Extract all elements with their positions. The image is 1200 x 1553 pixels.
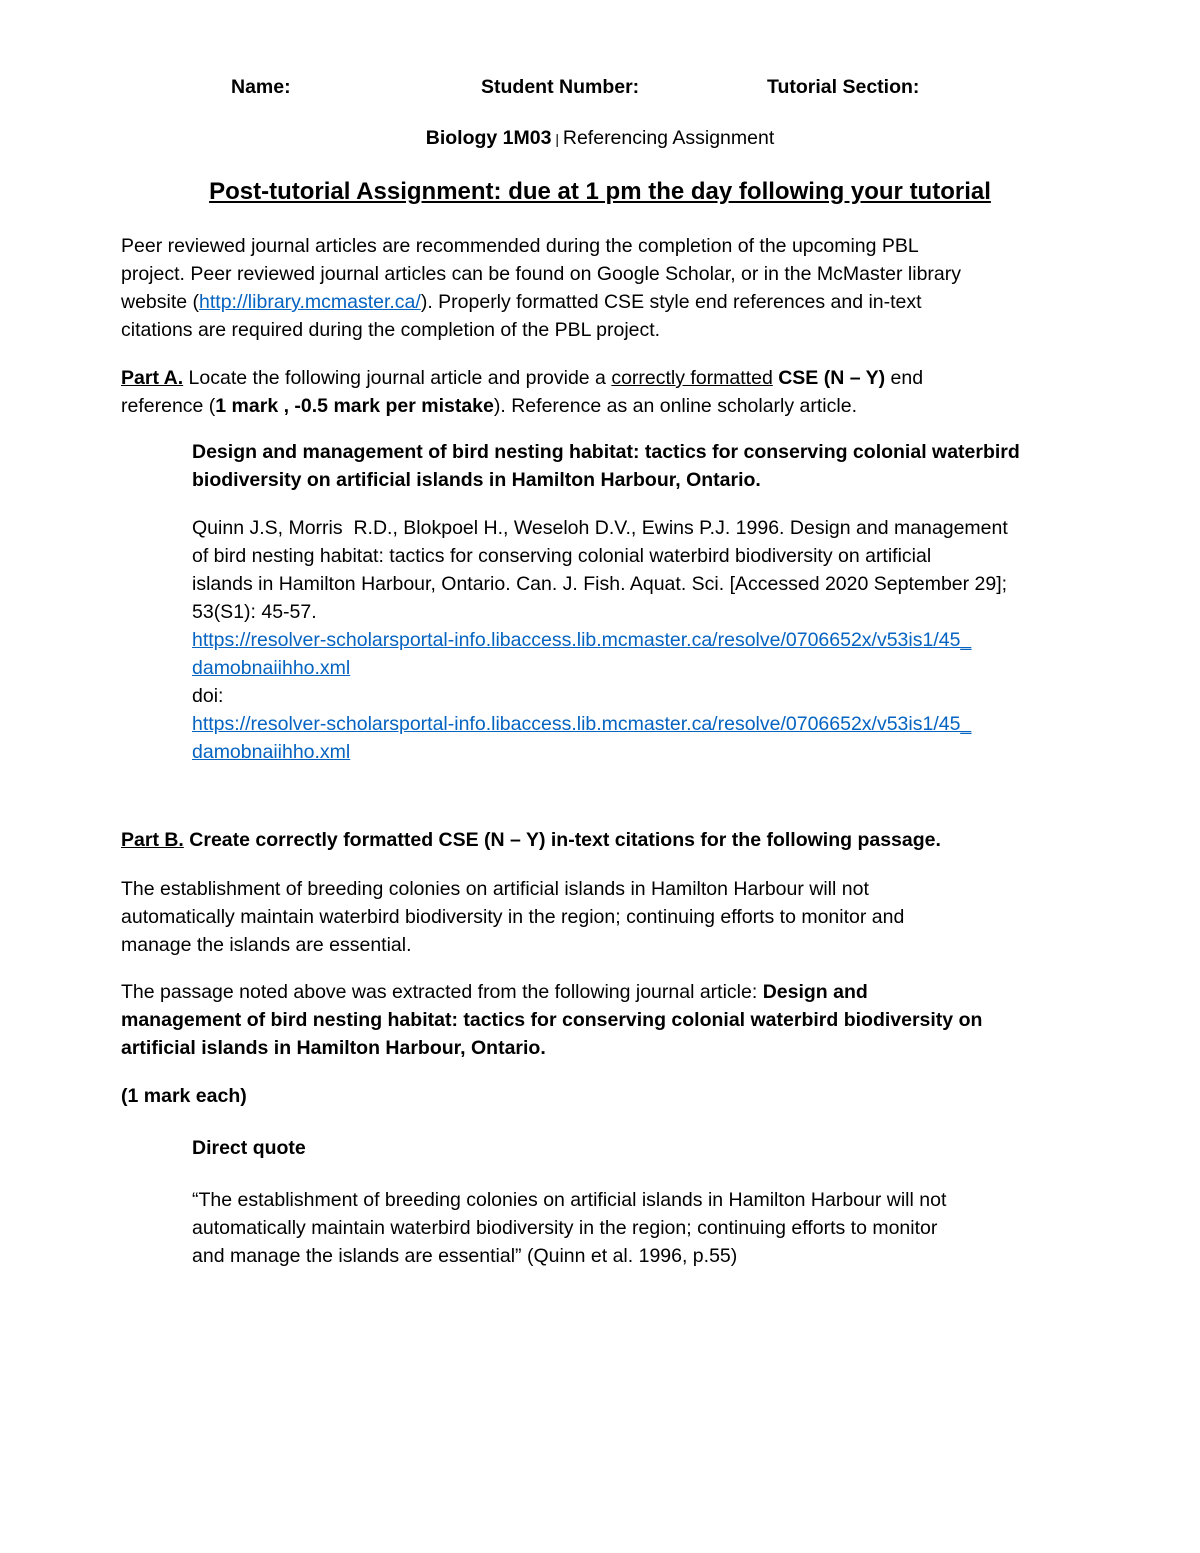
source-title: Design and (762, 981, 868, 1003)
doi-label: doi: (192, 685, 224, 707)
quote-line: automatically maintain waterbird biodiversity in the region; continuing efforts to monitor (192, 1217, 938, 1239)
source-title-line: management of bird nesting habitat: tactics for conserving colonial waterbird biodiversity on (121, 1009, 983, 1031)
course-code: Biology 1M03 (425, 127, 552, 149)
part-a-text: end (885, 367, 924, 389)
part-a-instruction (121, 364, 1081, 420)
passage-line: The establishment of breeding colonies on artificial islands in Hamilton Harbour will not (121, 878, 869, 900)
part-a-text: Locate the following journal article and provide a (183, 367, 612, 389)
part-b-label: Part B. (121, 829, 184, 851)
tutorial-section-label: Tutorial Section: (767, 76, 920, 98)
reference-url-link[interactable]: https://resolver-scholarsportal-info.libaccess.lib.mcmaster.ca/resolve/0706652x/v53is1/45_ (192, 629, 972, 651)
part-a-line (121, 364, 1081, 392)
reference-line: Quinn J.S, Morris R.D., Blokpoel H., Weseloh D.V., Ewins P.J. 1996. Design and management (192, 517, 1008, 539)
reference-answer (192, 514, 1092, 766)
library-link[interactable]: http://library.mcmaster.ca/ (199, 291, 421, 313)
student-number-label: Student Number: (481, 76, 640, 98)
doi-link[interactable]: https://resolver-scholarsportal-info.libaccess.lib.mcmaster.ca/resolve/0706652x/v53is1/45_ (192, 713, 972, 735)
intro-text: website ( (121, 291, 200, 313)
reference-url-link[interactable]: damobnaiihho.xml (192, 657, 351, 679)
part-b-line (121, 826, 1081, 854)
course-line (0, 124, 1200, 153)
part-a-text: reference ( (121, 395, 216, 417)
part-a-emphasis: correctly formatted (611, 367, 773, 389)
source-paragraph (121, 978, 1081, 1062)
assignment-name: Referencing Assignment (562, 127, 775, 149)
intro-line: Peer reviewed journal articles are recommended during the completion of the upcoming PBL (121, 235, 919, 257)
passage-line: manage the islands are essential. (121, 934, 412, 956)
marks-note: (1 mark each) (121, 1085, 247, 1107)
source-text: The passage noted above was extracted from the following journal article: (121, 981, 763, 1003)
intro-line: citations are required during the completion of the PBL project. (121, 319, 661, 341)
part-a-line (121, 392, 1081, 420)
intro-text: ). Properly formatted CSE style end references and in-text (420, 291, 922, 313)
reference-line: islands in Hamilton Harbour, Ontario. Can. J. Fish. Aquat. Sci. [Accessed 2020 September 29]; (192, 573, 1008, 595)
intro-line: project. Peer reviewed journal articles can be found on Google Scholar, or in the McMaster library (121, 263, 962, 285)
part-a-text: ). Reference as an online scholarly article. (493, 395, 857, 417)
intro-paragraph (121, 232, 1081, 344)
part-a-marks: 1 mark , -0.5 mark per mistake (215, 395, 494, 417)
passage-paragraph (121, 875, 1081, 959)
reference-line: 53(S1): 45-57. (192, 601, 317, 623)
article-title-line: biodiversity on artificial islands in Hamilton Harbour, Ontario. (192, 469, 761, 491)
source-line (121, 978, 1081, 1006)
quote-line: “The establishment of breeding colonies on artificial islands in Hamilton Harbour will not (192, 1189, 947, 1211)
course-separator: | (551, 131, 563, 147)
name-label: Name: (231, 76, 291, 98)
part-a-style: CSE (N – Y) (772, 367, 886, 389)
quote-line: and manage the islands are essential” (Quinn et al. 1996, p.55) (192, 1245, 738, 1267)
page-title: Post-tutorial Assignment: due at 1 pm the day following your tutorial (209, 178, 991, 205)
article-title (192, 438, 1092, 494)
part-b-text: Create correctly formatted CSE (N – Y) in-text citations for the following passage. (183, 829, 941, 851)
part-b-instruction (121, 826, 1081, 854)
article-title-line: Design and management of bird nesting habitat: tactics for conserving colonial waterbird (192, 441, 1020, 463)
intro-line (121, 288, 1081, 316)
source-title-line: artificial islands in Hamilton Harbour, Ontario. (121, 1037, 546, 1059)
direct-quote-label: Direct quote (192, 1137, 306, 1159)
passage-line: automatically maintain waterbird biodiversity in the region; continuing efforts to monitor and (121, 906, 905, 928)
reference-line: of bird nesting habitat: tactics for conserving colonial waterbird biodiversity on artificial (192, 545, 932, 567)
direct-quote-answer (192, 1186, 1092, 1270)
part-a-label: Part A. (121, 367, 184, 389)
doi-link[interactable]: damobnaiihho.xml (192, 741, 351, 763)
